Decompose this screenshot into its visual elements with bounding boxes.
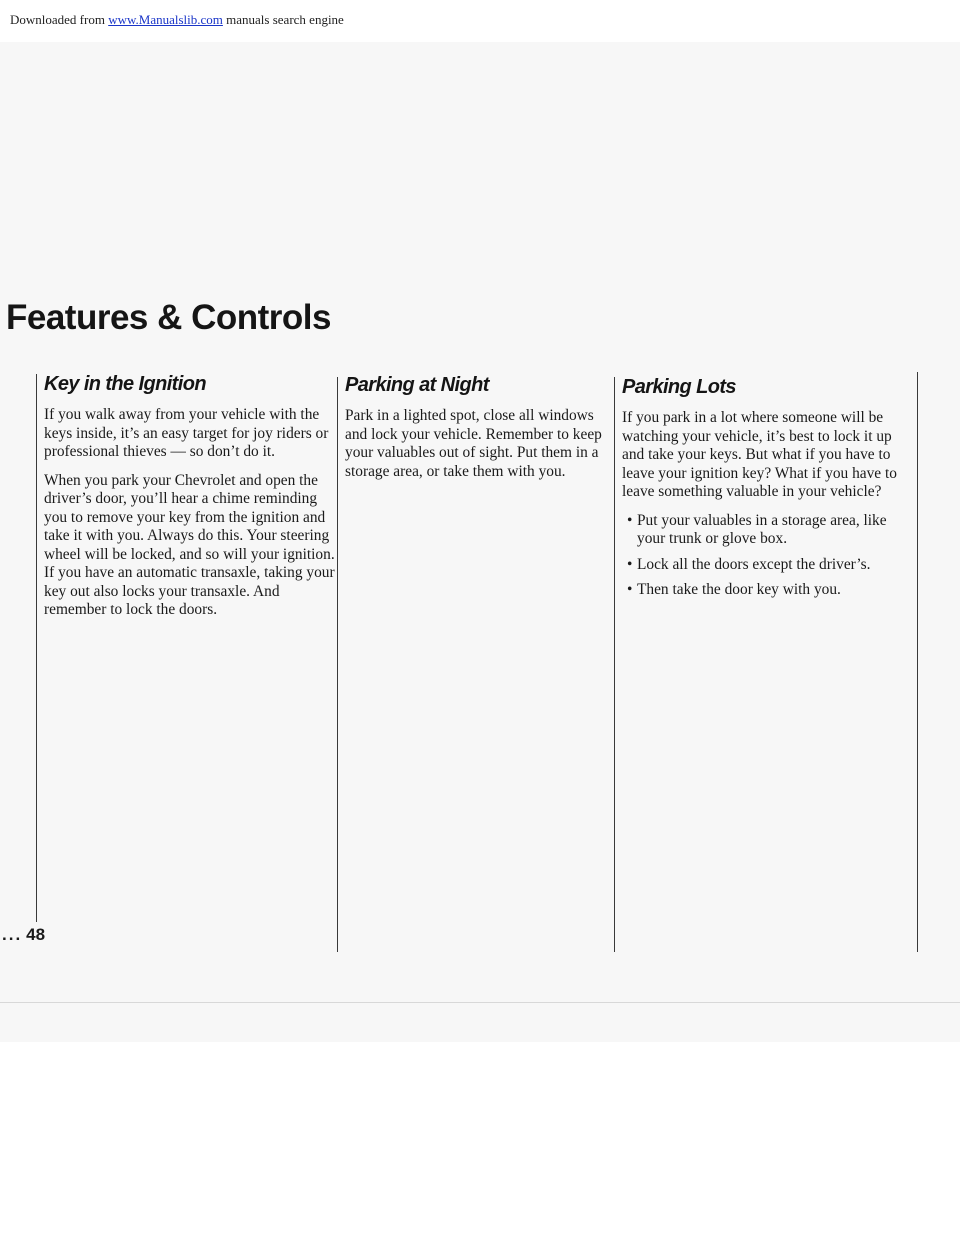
list-item (622, 581, 914, 600)
column-rule-middle-left (337, 377, 338, 952)
paragraph: When you park your Chevrolet and open the driver’s door, you’ll hear a chime reminding you to remove your key from the ignition and take it with you. Always do this. Your steering wheel will be locked, and so will your ignition. If you have an automatic transaxle, taking your key out also locks your transaxle. And remember to lock the doors. (44, 471, 335, 618)
watermark: carmanualsonline.info (811, 1220, 954, 1236)
column-parking-at-night (345, 374, 611, 491)
column-rule-middle-right (614, 377, 615, 952)
heading-parking-at-night: Parking at Night (345, 374, 489, 396)
paragraph: If you park in a lot where someone will be watching your vehicle, it’s best to lock it up and take your keys. But what if you have to leave your ignition key? What if you have to leave something valuable in your vehicle? (622, 409, 897, 500)
paragraph: If you walk away from your vehicle with the keys inside, it’s an easy target for joy riders or professional thieves — so don’t do it. (44, 406, 329, 460)
manualslib-link[interactable]: www.Manualslib.com (108, 12, 223, 27)
list-item-text: Lock all the doors except the driver’s. (637, 555, 871, 573)
bullet-list (622, 512, 914, 600)
list-item (622, 512, 914, 549)
column-key-in-ignition (44, 373, 336, 630)
heading-parking-lots: Parking Lots (622, 376, 736, 398)
bullet-icon: • (627, 511, 633, 529)
bullet-icon: • (627, 555, 633, 573)
column-parking-lots (622, 376, 914, 607)
page-number-value: 48 (26, 925, 46, 944)
page-number-dots: ... (2, 925, 23, 944)
bottom-divider (0, 1002, 960, 1003)
list-item-text: Then take the door key with you. (637, 581, 841, 598)
paragraph: Park in a lighted spot, close all windows and lock your vehicle. Remember to keep your valuables out of sight. Put them in a storage area, or take them with you. (345, 407, 602, 480)
header-prefix: Downloaded from (10, 12, 105, 27)
manual-page (0, 42, 960, 1042)
page-number (2, 925, 45, 945)
download-header (0, 0, 960, 42)
bullet-icon: • (627, 581, 633, 598)
heading-key-in-ignition: Key in the Ignition (44, 373, 206, 395)
section-title: Features & Controls (6, 298, 331, 337)
column-rule-right (917, 372, 918, 952)
column-rule-left (36, 374, 37, 922)
list-item-text: Put your valuables in a storage area, like your trunk or glove box. (637, 511, 887, 547)
list-item (622, 556, 914, 575)
header-suffix: manuals search engine (226, 12, 344, 27)
